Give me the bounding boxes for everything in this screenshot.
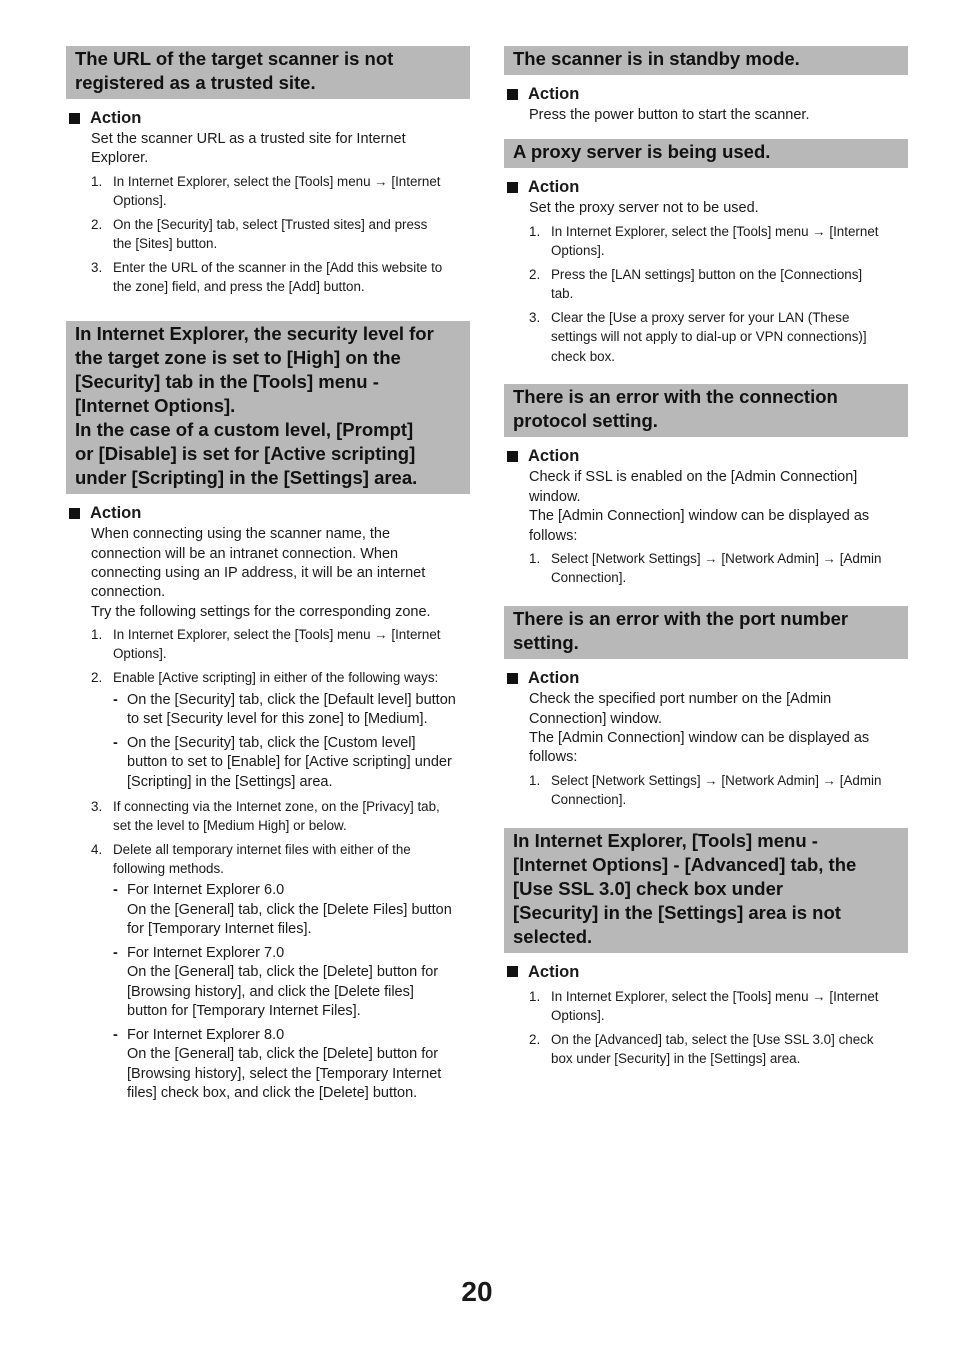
square-bullet-icon — [507, 89, 518, 100]
step-item — [529, 549, 908, 588]
text-line: [Internet Options] - [Advanced] tab, the — [513, 853, 857, 875]
text-line: registered as a trusted site. — [75, 72, 316, 93]
step-item — [91, 215, 470, 254]
section-heading — [504, 606, 908, 659]
page-number: 20 — [461, 1276, 493, 1307]
action-heading — [504, 84, 908, 104]
text-line: Enter the URL of the scanner in the [Add this website to — [113, 260, 443, 275]
text-line: files] check box, and click the [Delete] button. — [127, 1085, 418, 1102]
text-line: button for [Temporary Internet Files]. — [127, 1003, 361, 1020]
step-item — [529, 265, 908, 304]
text-line: connection will be an intranet connection. When — [91, 545, 399, 562]
text-line: settings will not apply to dial-up or VPN connections)] — [551, 329, 867, 345]
action-label: Action — [528, 178, 580, 197]
action-heading — [66, 503, 470, 523]
step-number: 2. — [529, 1031, 541, 1047]
text-line: On the [Advanced] tab, select the [Use SSL 3.0] check — [551, 1031, 874, 1047]
sub-list — [113, 881, 470, 1103]
text-line: the target zone is set to [High] on the — [75, 347, 401, 369]
text-line: Select [Network Settings] → [Network Admin] → [Admin — [551, 551, 882, 567]
text-line: tab. — [551, 286, 574, 302]
section-heading — [504, 46, 908, 75]
step-number: 1. — [529, 223, 541, 239]
step-item — [91, 625, 470, 664]
step-item — [529, 222, 908, 261]
troubleshoot-section — [66, 46, 470, 297]
troubleshoot-section — [504, 606, 908, 809]
text-line: Connection]. — [551, 792, 627, 808]
action-label: Action — [90, 504, 142, 523]
step-list — [91, 625, 470, 1104]
step-number: 3. — [91, 798, 103, 814]
action-body — [529, 468, 908, 587]
text-line: [Security] tab in the [Tools] menu - — [75, 371, 379, 393]
text-line: button to set to [Enable] for [Active scripting] under — [127, 754, 452, 771]
text-line: The [Admin Connection] window can be displayed as — [529, 508, 870, 525]
text-line: Options]. — [551, 1008, 605, 1024]
troubleshoot-section — [504, 139, 908, 365]
action-body — [91, 525, 470, 1104]
dash-bullet-icon: - — [113, 691, 118, 708]
text-line: set the level to [Medium High] or below. — [113, 817, 347, 833]
troubleshoot-section — [504, 384, 908, 587]
text-line: [Scripting] in the [Settings] area. — [127, 773, 333, 790]
text-line: or [Disable] is set for [Active scripting] — [75, 443, 416, 465]
text-line: [Internet Options]. — [75, 395, 236, 417]
text-line: If connecting via the Internet zone, on the [Privacy] tab, — [113, 798, 440, 814]
step-item — [91, 172, 470, 211]
step-number: 4. — [91, 841, 103, 857]
text-line: Select [Network Settings] → [Network Admin] → [Admin — [551, 772, 882, 788]
action-label: Action — [528, 447, 580, 466]
step-number: 1. — [91, 627, 103, 643]
step-list — [529, 549, 908, 588]
text-line: [Browsing history], and click the [Delete files] — [127, 983, 414, 1000]
action-heading — [504, 446, 908, 466]
text-line: follows: — [529, 749, 578, 766]
text-line: In Internet Explorer, select the [Tools] menu → [Internet — [113, 173, 441, 189]
text-line: There is an error with the port number — [513, 608, 849, 630]
text-line: [Browsing history], select the [Temporary Internet — [127, 1065, 442, 1082]
text-line: Press the [LAN settings] button on the [Connections] — [551, 266, 863, 282]
action-body — [529, 199, 908, 365]
step-item — [529, 771, 908, 810]
left-column — [66, 46, 470, 1108]
sub-item — [113, 881, 470, 939]
step-number: 1. — [529, 772, 541, 788]
action-heading — [504, 177, 908, 197]
text-line: connection. — [91, 584, 166, 601]
section-gap — [504, 125, 908, 139]
text-line: A proxy server is being used. — [513, 141, 771, 163]
section-heading — [504, 828, 908, 953]
step-number: 3. — [91, 260, 103, 275]
section-gap — [504, 370, 908, 384]
step-item — [91, 258, 470, 297]
text-line: For Internet Explorer 8.0 — [127, 1027, 285, 1044]
dash-bullet-icon: - — [113, 882, 118, 899]
text-line: In Internet Explorer, the security level for — [75, 323, 434, 345]
text-line: Press the power button to start the scanner. — [529, 107, 810, 123]
text-line: window. — [529, 488, 581, 505]
text-line: On the [Security] tab, select [Trusted sites] and press — [113, 216, 428, 232]
section-gap — [66, 301, 470, 321]
text-line: the zone] field, and press the [Add] button. — [113, 279, 365, 295]
text-line: to set [Security level for this zone] to [Medium]. — [127, 710, 428, 727]
text-line: In Internet Explorer, select the [Tools] menu → [Internet — [551, 988, 879, 1004]
text-line: for [Temporary Internet files]. — [127, 921, 312, 938]
text-line: following methods. — [113, 860, 224, 876]
text-line: the [Sites] button. — [113, 236, 218, 252]
text-line: Options]. — [551, 243, 605, 259]
square-bullet-icon — [507, 966, 518, 977]
sub-list — [113, 691, 470, 793]
step-list — [91, 172, 470, 297]
step-number: 2. — [91, 670, 103, 686]
action-label: Action — [528, 85, 580, 103]
action-label: Action — [528, 962, 580, 981]
text-line: protocol setting. — [513, 410, 658, 432]
action-heading — [66, 108, 470, 128]
text-line: In the case of a custom level, [Prompt] — [75, 419, 414, 441]
text-line: For Internet Explorer 7.0 — [127, 944, 285, 961]
right-column — [504, 46, 908, 1073]
section-gap — [504, 592, 908, 606]
text-line: check box. — [551, 348, 616, 364]
square-bullet-icon — [69, 113, 80, 124]
text-line: Try the following settings for the corresponding zone. — [91, 603, 431, 620]
text-line: Check if SSL is enabled on the [Admin Connection] — [529, 469, 858, 486]
text-line: In Internet Explorer, select the [Tools] menu → [Internet — [113, 627, 441, 643]
step-number: 1. — [529, 988, 541, 1004]
text-line: In Internet Explorer, select the [Tools] menu → [Internet — [551, 223, 879, 239]
section-gap — [504, 814, 908, 828]
sub-item — [113, 1026, 470, 1104]
action-body — [91, 130, 470, 297]
text-line: Connection] window. — [529, 710, 662, 727]
step-number: 2. — [529, 266, 541, 282]
text-line: selected. — [513, 925, 593, 947]
text-line: For Internet Explorer 6.0 — [127, 882, 285, 899]
action-heading — [504, 962, 908, 982]
step-list — [529, 771, 908, 810]
dash-bullet-icon: - — [113, 734, 118, 751]
square-bullet-icon — [507, 182, 518, 193]
text-line: Clear the [Use a proxy server for your LAN (These — [551, 310, 850, 325]
dash-bullet-icon: - — [113, 1027, 118, 1044]
text-line: On the [General] tab, click the [Delete] button for — [127, 1046, 439, 1063]
text-line: The URL of the target scanner is not — [75, 48, 394, 69]
action-body — [529, 690, 908, 809]
section-heading — [66, 321, 470, 494]
step-number: 3. — [529, 310, 541, 325]
text-line: Options]. — [113, 193, 167, 209]
step-list — [529, 222, 908, 366]
text-line: The scanner is in standby mode. — [513, 48, 800, 69]
action-body — [529, 106, 908, 125]
text-line: connecting using an IP address, it will be an internet — [91, 564, 426, 581]
action-description — [529, 468, 908, 546]
text-line: Set the proxy server not to be used. — [529, 200, 759, 217]
section-heading — [66, 46, 470, 99]
text-line: box under [Security] in the [Settings] area. — [551, 1051, 801, 1067]
action-body — [529, 987, 908, 1069]
action-label: Action — [90, 109, 142, 127]
square-bullet-icon — [507, 451, 518, 462]
action-description — [529, 199, 908, 218]
sub-item — [113, 944, 470, 1022]
step-number: 1. — [529, 551, 541, 567]
step-item — [529, 987, 908, 1026]
text-line: When connecting using the scanner name, the — [91, 526, 391, 543]
section-heading — [504, 384, 908, 437]
square-bullet-icon — [69, 508, 80, 519]
step-list — [529, 987, 908, 1069]
sub-item — [113, 734, 470, 792]
square-bullet-icon — [507, 673, 518, 684]
action-heading — [504, 668, 908, 688]
troubleshoot-section — [504, 828, 908, 1069]
text-line: [Use SSL 3.0] check box under — [513, 877, 784, 899]
step-item — [529, 1030, 908, 1069]
text-line: Delete all temporary internet files with either of the — [113, 841, 411, 857]
text-line: There is an error with the connection — [513, 386, 838, 408]
sub-item — [113, 691, 470, 730]
text-line: setting. — [513, 632, 579, 654]
text-line: The [Admin Connection] window can be displayed as — [529, 729, 870, 746]
text-line: On the [Security] tab, click the [Default level] button — [127, 691, 456, 708]
action-description — [91, 525, 470, 622]
text-line: On the [General] tab, click the [Delete Files] button — [127, 901, 452, 918]
troubleshoot-section — [66, 321, 470, 1104]
text-line: Options]. — [113, 646, 167, 662]
text-line: follows: — [529, 527, 578, 544]
step-item — [529, 308, 908, 366]
action-description — [529, 690, 908, 768]
action-description — [529, 106, 908, 125]
section-heading — [504, 139, 908, 168]
step-item — [91, 840, 470, 1104]
text-line: Set the scanner URL as a trusted site for Internet — [91, 131, 406, 147]
text-line: Enable [Active scripting] in either of the following ways: — [113, 670, 439, 686]
dash-bullet-icon: - — [113, 944, 118, 961]
text-line: Connection]. — [551, 570, 627, 586]
action-label: Action — [528, 669, 580, 688]
step-number: 2. — [91, 216, 103, 232]
step-item — [91, 797, 470, 836]
text-line: On the [Security] tab, click the [Custom level] — [127, 734, 416, 751]
step-number: 1. — [91, 173, 103, 189]
step-item — [91, 668, 470, 792]
troubleshoot-section — [504, 46, 908, 125]
text-line: In Internet Explorer, [Tools] menu - — [513, 829, 818, 851]
text-line: [Security] in the [Settings] area is not — [513, 901, 841, 923]
text-line: Explorer. — [91, 150, 149, 167]
action-description — [91, 130, 470, 169]
text-line: On the [General] tab, click the [Delete] button for — [127, 964, 439, 981]
text-line: Check the specified port number on the [Admin — [529, 691, 832, 708]
text-line: under [Scripting] in the [Settings] area. — [75, 467, 418, 489]
